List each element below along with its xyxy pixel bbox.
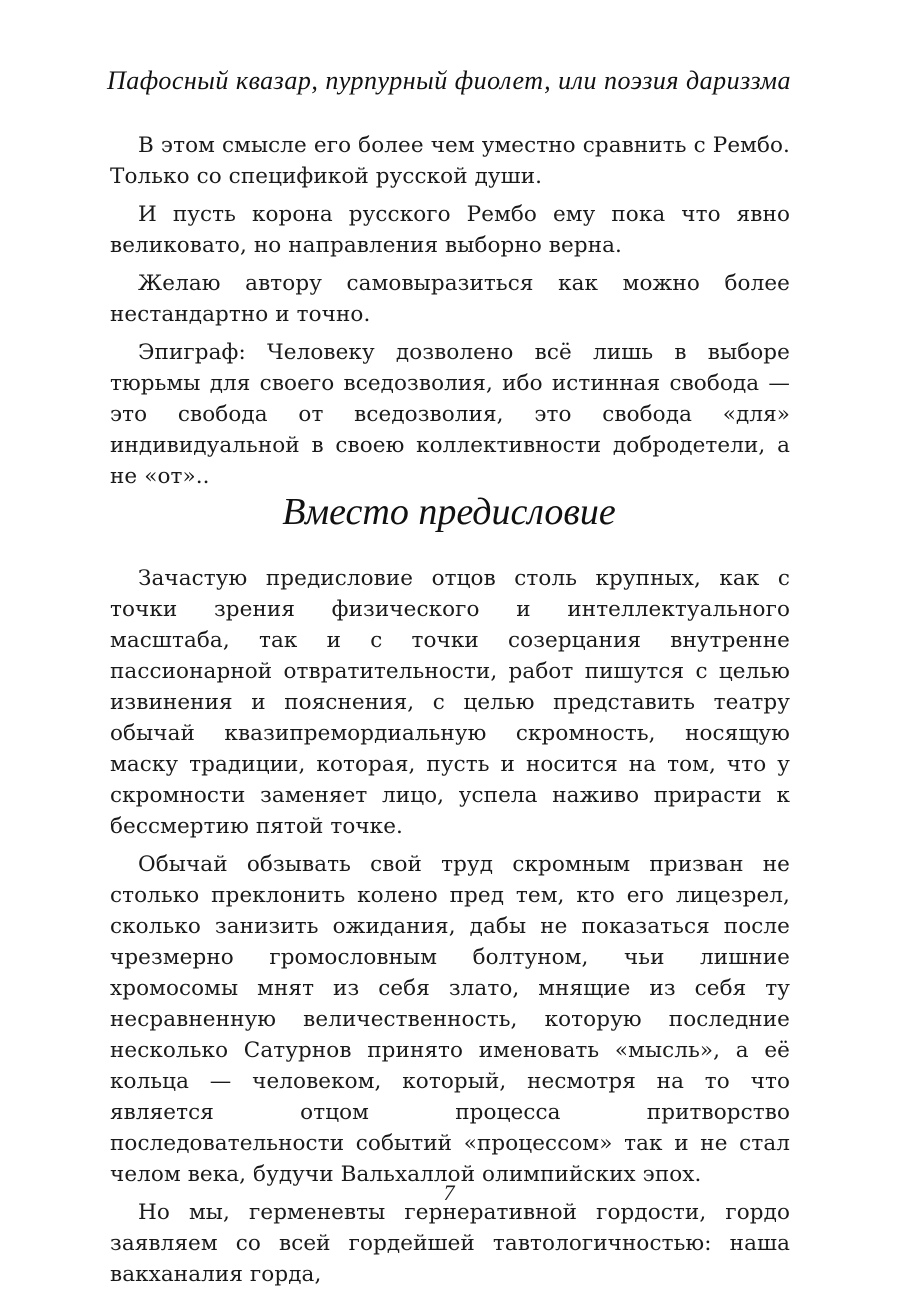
paragraph: Зачастую предисловие отцов столь крупных, как с точки зрения физического и интеллектуального масштаба, так и с точки созерцания внутренне пассионарной отвратительности, работ пишутся с целью извинения и пояснения, с целью представить театру обычай квазипремордиальную скромность, носящую маску традиции, которая, пусть и носится на том, что у скромности заменяет лицо, успела наживо прирасти к бессмертию пятой точке. (110, 566, 790, 839)
paragraph: В этом смысле его более чем уместно сравнить с Рембо. Только со спецификой русской души. (110, 133, 790, 189)
paragraph: Желаю автору самовыразиться как можно более нестандартно и точно. (110, 271, 790, 327)
paragraph: Обычай обзывать свой труд скромным призван не столько преклонить колено пред тем, кто его лицезрел, сколько занизить ожидания, дабы не показаться после чрезмерно громословным болтуном, чьи лишние хромосомы мнят из себя злато, мнящие из себя ту несравненную величественность, которую последние несколько Сатурнов принято именовать «мысль», а её кольца — человеком, который, несмотря на то что является отцом процесса притворство последовательности событий «процессом» так и не стал челом века, будучи Вальхаллой олимпийских эпох. (110, 852, 790, 1187)
paragraph: И пусть корона русского Рембо ему пока что явно великовато, но направления выборно верна. (110, 202, 790, 258)
text-block-top (110, 130, 790, 492)
running-title: Пафосный квазар, пурпурный фиолет, или поэзия дариззма (106, 66, 792, 95)
paragraph: Но мы, герменевты гернеративной гордости, гордо заявляем со всей гордейшей тавтологичностью: наша вакханалия горда, (110, 1200, 790, 1287)
epigraph-paragraph: Эпиграф: Человеку дозволено всё лишь в выборе тюрьмы для своего вседозволия, ибо истинная свобода — это свобода от вседозволия, это свобода «для» индивидуальной в своею коллективности добродетели, а не «от».. (110, 340, 790, 489)
page-number: 7 (443, 1180, 455, 1205)
section-heading: Вместо предисловие (282, 491, 616, 533)
